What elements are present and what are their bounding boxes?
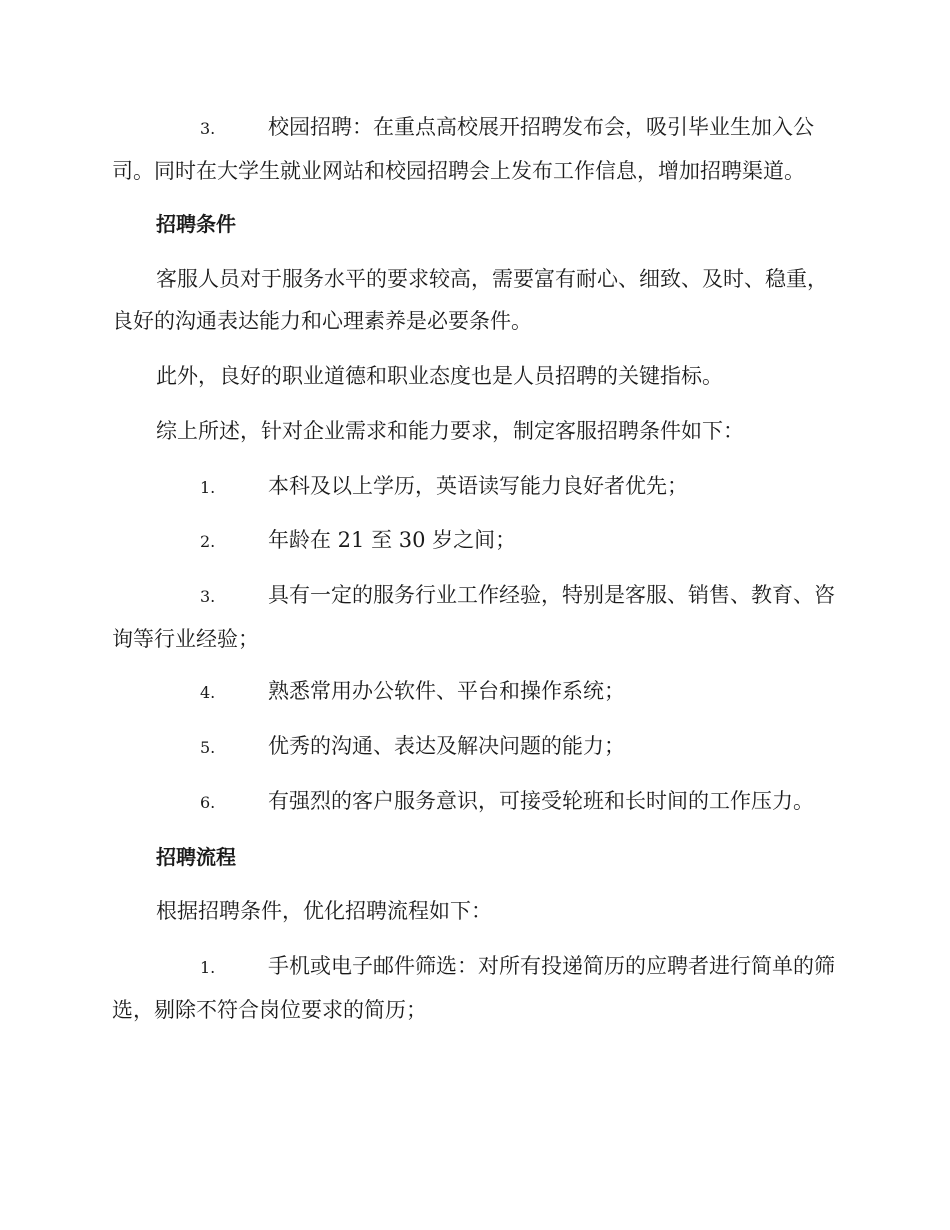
list-number: 1.: [200, 958, 216, 977]
list-text: 本科及以上学历，英语读写能力良好者优先；: [268, 474, 688, 498]
list-item: [112, 106, 838, 192]
list-number: 2.: [200, 532, 216, 551]
list-text: 熟悉常用办公软件、平台和操作系统；: [268, 679, 625, 703]
list-item: [112, 670, 838, 714]
list-number: 6.: [200, 793, 216, 812]
list-item: [112, 945, 838, 1031]
list-text: 校园招聘：在重点高校展开招聘发布会，吸引毕业生加入公司。同时在大学生就业网站和校园招聘会上发布工作信息，增加招聘渠道。: [112, 115, 814, 183]
list-item: [112, 519, 838, 563]
list-item: [112, 574, 838, 660]
paragraph: 客服人员对于服务水平的要求较高，需要富有耐心、细致、及时、稳重，良好的沟通表达能力和心理素养是必要条件。: [112, 267, 828, 333]
list-number: 3.: [200, 119, 216, 138]
paragraph: 此外，良好的职业道德和职业态度也是人员招聘的关键指标。: [156, 364, 723, 388]
paragraph: 根据招聘条件，优化招聘流程如下：: [156, 899, 492, 923]
section-heading: 招聘流程: [156, 845, 236, 869]
list-number: 3.: [200, 587, 216, 606]
list-number: 4.: [200, 683, 216, 702]
list-text: 有强烈的客户服务意识，可接受轮班和长时间的工作压力。: [268, 789, 814, 813]
list-text: 优秀的沟通、表达及解决问题的能力；: [268, 734, 625, 758]
list-item: [112, 465, 838, 509]
list-text: 具有一定的服务行业工作经验，特别是客服、销售、教育、咨询等行业经验；: [112, 583, 835, 651]
list-text: 手机或电子邮件筛选：对所有投递简历的应聘者进行简单的筛选，剔除不符合岗位要求的简历；: [112, 954, 835, 1022]
list-number: 1.: [200, 478, 216, 497]
paragraph: 综上所述，针对企业需求和能力要求，制定客服招聘条件如下：: [156, 419, 744, 443]
list-item: [112, 725, 838, 769]
section-heading: 招聘条件: [156, 212, 236, 236]
list-number: 5.: [200, 738, 216, 757]
list-text: 年龄在 21 至 30 岁之间；: [268, 528, 517, 552]
list-item: [112, 780, 838, 824]
